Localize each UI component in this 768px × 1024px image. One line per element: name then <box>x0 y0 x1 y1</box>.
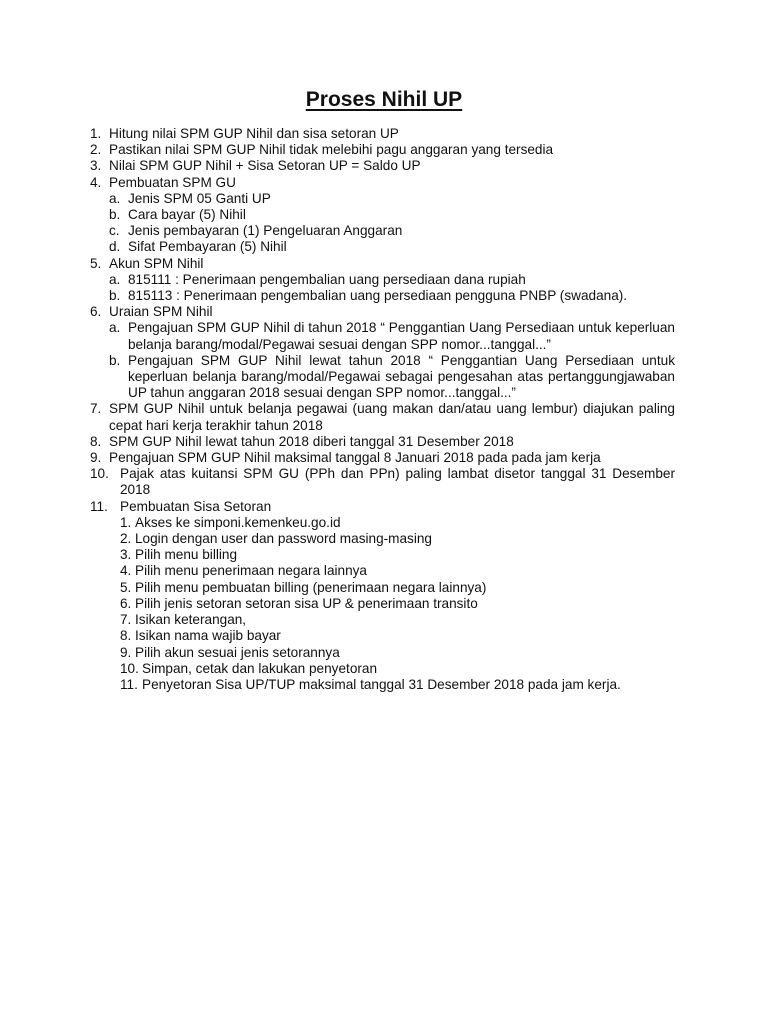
list-text: Uraian SPM Nihil <box>109 304 213 320</box>
sub-text: Sifat Pembayaran (5) Nihil <box>128 239 287 255</box>
list-text: Hitung nilai SPM GUP Nihil dan sisa setoran UP <box>109 126 399 141</box>
sub-item-4a <box>90 191 675 207</box>
step-item-6 <box>90 596 675 612</box>
sub-letter: d. <box>109 239 121 255</box>
step-number: 5. <box>120 579 132 595</box>
list-number: 10. <box>90 466 109 482</box>
step-text: Pilih menu billing <box>135 547 238 563</box>
list-item-6 <box>90 304 675 320</box>
step-text: Penyetoran Sisa UP/TUP maksimal tanggal 31 Desember 2018 pada jam kerja. <box>142 676 621 692</box>
step-text: Pilih akun sesuai jenis setorannya <box>135 644 340 660</box>
list-item-10 <box>90 466 675 498</box>
sub-text: Cara bayar (5) Nihil <box>128 207 246 223</box>
list-text: Pembuatan SPM GU <box>109 174 236 190</box>
step-item-11 <box>90 677 675 693</box>
list-item-11 <box>90 499 675 515</box>
step-item-8 <box>90 628 675 644</box>
list-text: Pastikan nilai SPM GUP Nihil tidak melebihi pagu anggaran yang tersedia <box>109 142 554 158</box>
step-text: Pilih menu penerimaan negara lainnya <box>135 563 367 579</box>
step-number: 6. <box>120 595 132 611</box>
step-item-5 <box>90 580 675 596</box>
sub-item-4d <box>90 239 675 255</box>
step-item-9 <box>90 645 675 661</box>
list-number: 2. <box>90 142 102 158</box>
list-text: Pengajuan SPM GUP Nihil maksimal tanggal 8 Januari 2018 pada pada jam kerja <box>109 450 601 466</box>
list-number: 4. <box>90 174 102 190</box>
sub-text: Pengajuan SPM GUP Nihil di tahun 2018 “ Penggantian Uang Persediaan untuk keperluan belanja barang/modal/Pegawai sesuai dengan SPP nomor...tanggal...” <box>128 320 675 352</box>
step-item-10 <box>90 661 675 677</box>
sub-text: Jenis pembayaran (1) Pengeluaran Anggaran <box>128 223 403 239</box>
sub-text: 815113 : Penerimaan pengembalian uang persediaan pengguna PNBP (swadana). <box>128 288 628 304</box>
sub-text: 815111 : Penerimaan pengembalian uang persediaan dana rupiah <box>128 271 526 287</box>
list-item-5 <box>90 256 675 272</box>
list-item-3 <box>90 158 675 174</box>
list-text: Akun SPM Nihil <box>109 255 204 271</box>
sub-text: Pengajuan SPM GUP Nihil lewat tahun 2018 “ Penggantian Uang Persediaan untuk keperluan belanja barang/modal/Pegawai sebagai pengesahan atas pertanggungjawaban UP tahun anggaran 2018 sesuai dengan SPP nomor...tanggal...” <box>128 352 675 401</box>
sub-letter: b. <box>109 288 121 304</box>
list-number: 8. <box>90 433 102 449</box>
step-item-4 <box>90 563 675 579</box>
page-title: Proses Nihil UP <box>305 88 463 111</box>
list-number: 6. <box>90 304 102 320</box>
step-number: 9. <box>120 644 132 660</box>
step-item-1 <box>90 515 675 531</box>
step-text: Isikan nama wajib bayar <box>135 628 281 644</box>
sub-item-6a <box>90 320 675 352</box>
list-item-7 <box>90 401 675 433</box>
list-item-8 <box>90 434 675 450</box>
step-text: Pilih jenis setoran setoran sisa UP & penerimaan transito <box>135 595 478 611</box>
list-item-1 <box>90 126 675 142</box>
sub-item-6b <box>90 353 675 402</box>
list-number: 1. <box>90 126 102 141</box>
step-number: 11. <box>120 676 138 692</box>
step-text: Akses ke simponi.kemenkeu.go.id <box>135 514 341 530</box>
step-number: 4. <box>120 563 132 579</box>
list-number: 7. <box>90 401 102 417</box>
sub-item-5b <box>90 288 675 304</box>
sub-item-4b <box>90 207 675 223</box>
list-item-9 <box>90 450 675 466</box>
step-item-2 <box>90 531 675 547</box>
step-text: Simpan, cetak dan lakukan penyetoran <box>142 660 378 676</box>
step-number: 10. <box>120 660 139 676</box>
list-item-4 <box>90 175 675 191</box>
step-number: 1. <box>120 514 132 530</box>
step-text: Pilih menu pembuatan billing (penerimaan negara lainnya) <box>135 579 487 595</box>
sub-letter: b. <box>109 352 121 368</box>
sub-item-5a <box>90 272 675 288</box>
list-number: 3. <box>90 158 102 174</box>
sub-letter: b. <box>109 207 121 223</box>
list-text: Pajak atas kuitansi SPM GU (PPh dan PPn) paling lambat disetor tanggal 31 Desember 2018 <box>120 466 675 498</box>
step-number: 8. <box>120 628 132 644</box>
list-number: 9. <box>90 450 102 466</box>
list-text: Nilai SPM GUP Nihil + Sisa Setoran UP = Saldo UP <box>109 158 421 174</box>
list-item-2 <box>90 142 675 158</box>
step-number: 3. <box>120 547 132 563</box>
sub-text: Jenis SPM 05 Ganti UP <box>128 190 271 206</box>
list-number: 5. <box>90 255 102 271</box>
list-text: SPM GUP Nihil untuk belanja pegawai (uang makan dan/atau uang lembur) diajukan paling cepat hari kerja terakhir tahun 2018 <box>109 401 675 433</box>
main-list <box>90 126 675 693</box>
sub-letter: a. <box>109 190 121 206</box>
step-item-7 <box>90 612 675 628</box>
list-text: SPM GUP Nihil lewat tahun 2018 diberi tanggal 31 Desember 2018 <box>109 433 514 449</box>
sub-letter: a. <box>109 271 121 287</box>
list-text: Pembuatan Sisa Setoran <box>120 498 272 514</box>
step-number: 7. <box>120 612 132 628</box>
step-item-3 <box>90 547 675 563</box>
sub-item-4c <box>90 223 675 239</box>
list-number: 11. <box>90 498 108 514</box>
step-number: 2. <box>120 531 132 547</box>
sub-letter: c. <box>109 223 120 239</box>
step-text: Isikan keterangan, <box>135 612 247 628</box>
step-text: Login dengan user dan password masing-masing <box>135 531 432 547</box>
sub-letter: a. <box>109 320 121 336</box>
